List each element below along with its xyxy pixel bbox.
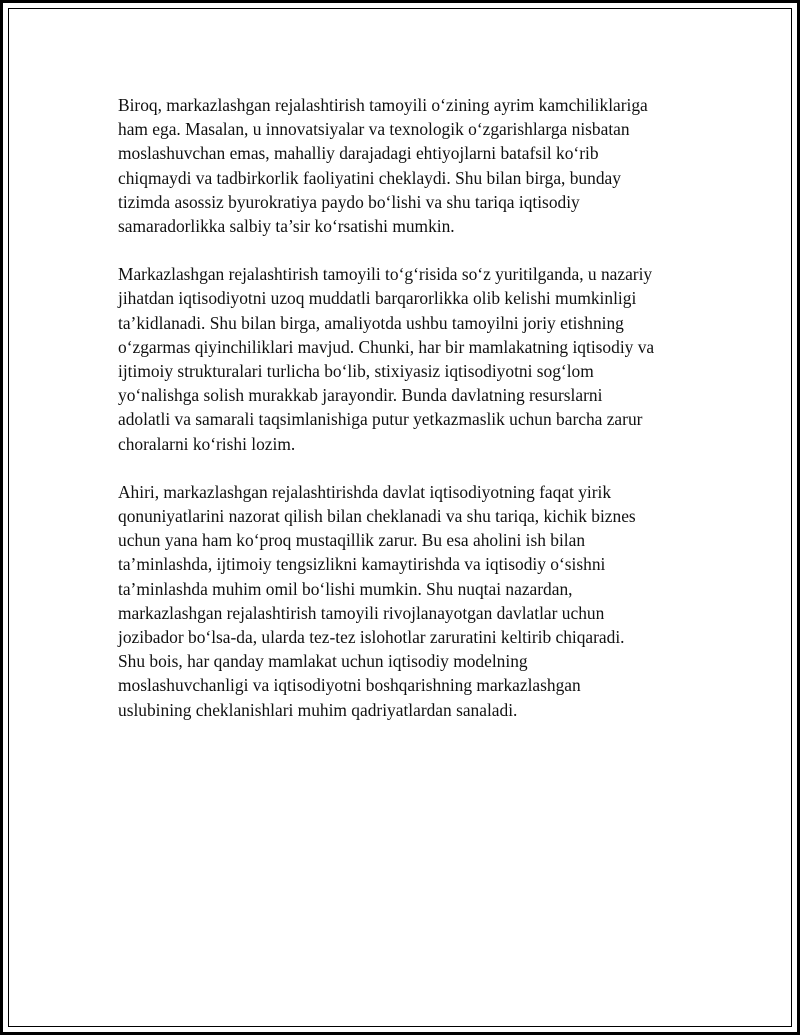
text-line: Shu bois, har qanday mamlakat uchun iqtisodiy modelning (118, 651, 528, 672)
text-line: moslashuvchanligi va iqtisodiyotni boshqarishning markazlashgan (118, 675, 581, 696)
text-line: jozibador bo‘lsa-da, ularda tez-tez islohotlar zaruratini keltirib chiqaradi. (118, 627, 625, 648)
paragraph-3 (118, 480, 690, 722)
text-line: Biroq, markazlashgan rejalashtirish tamoyili o‘zining ayrim kamchiliklariga (118, 95, 648, 115)
text-line: Ahiri, markazlashgan rejalashtirishda davlat iqtisodiyotning faqat yirik (118, 481, 612, 502)
text-line: ijtimoiy strukturalari turlicha bo‘lib, stixiyasiz iqtisodiyotni sog‘lom (118, 361, 594, 382)
document-body (118, 93, 690, 746)
text-line: chiqmaydi va tadbirkorlik faoliyatini cheklaydi. Shu bilan birga, bunday (118, 167, 621, 188)
text-line: ham ega. Masalan, u innovatsiyalar va texnologik o‘zgarishlarga nisbatan (118, 119, 630, 140)
text-line: choralarni ko‘rishi lozim. (118, 433, 296, 454)
text-line: uchun yana ham ko‘proq mustaqillik zarur. Bu esa aholini ish bilan (118, 530, 586, 551)
text-line: o‘zgarmas qiyinchiliklari mavjud. Chunki, har bir mamlakatning iqtisodiy va (118, 336, 655, 357)
text-line: ta’kidlanadi. Shu bilan birga, amaliyotda ushbu tamoyilni joriy etishning (118, 312, 624, 333)
text-line: moslashuvchan emas, mahalliy darajadagi ehtiyojlarni batafsil ko‘rib (118, 143, 599, 164)
text-line: uslubining cheklanishlari muhim qadriyatlardan sanaladi. (118, 699, 518, 720)
paragraph-2 (118, 262, 690, 456)
text-line: Markazlashgan rejalashtirish tamoyili to‘g‘risida so‘z yuritilganda, u nazariy (118, 264, 653, 285)
text-line: ta’minlashda, ijtimoiy tengsizlikni kamaytirishda va iqtisodiy o‘sishni (118, 554, 606, 575)
paragraph-1 (118, 93, 690, 238)
text-line: yo‘nalishga solish murakkab jarayondir. Bunda davlatning resurslarni (118, 385, 603, 406)
text-line: markazlashgan rejalashtirish tamoyili rivojlanayotgan davlatlar uchun (118, 602, 605, 623)
text-line: adolatli va samarali taqsimlanishiga putur yetkazmaslik uchun barcha zarur (118, 409, 643, 430)
text-line: tizimda asossiz byurokratiya paydo bo‘lishi va shu tariqa iqtisodiy (118, 191, 580, 212)
text-line: ta’minlashda muhim omil bo‘lishi mumkin. Shu nuqtai nazardan, (118, 578, 573, 599)
text-line: jihatdan iqtisodiyotni uzoq muddatli barqarorlikka olib kelishi mumkinligi (118, 288, 637, 309)
text-line: qonuniyatlarini nazorat qilish bilan cheklanadi va shu tariqa, kichik biznes (118, 506, 636, 527)
text-line: samaradorlikka salbiy ta’sir ko‘rsatishi mumkin. (118, 216, 455, 237)
